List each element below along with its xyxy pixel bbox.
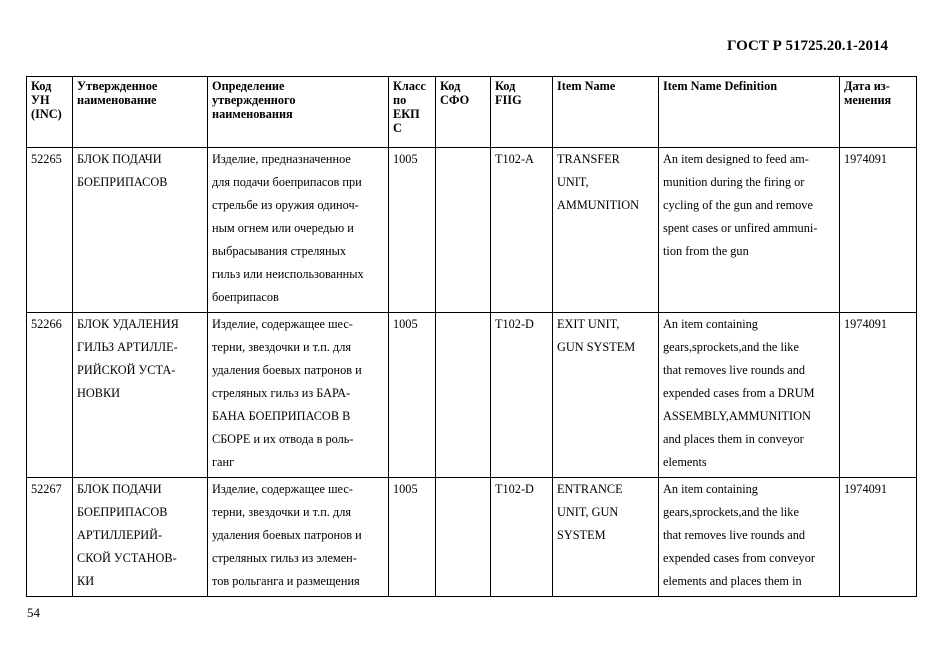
header-change-date xyxy=(840,77,917,148)
header-name-definition xyxy=(208,77,389,148)
table-row xyxy=(27,313,917,478)
cell-line: TRANSFER xyxy=(557,152,620,166)
header-line: Item Name xyxy=(557,79,616,93)
header-line: УН xyxy=(31,93,50,107)
cell-line: elements and places them in xyxy=(663,574,802,588)
header-line: наименования xyxy=(212,107,293,121)
cell-line: gears,sprockets,and the like xyxy=(663,505,799,519)
header-code-inc xyxy=(27,77,73,148)
table-header-row xyxy=(27,77,917,148)
cell-line: UNIT, xyxy=(557,175,589,189)
cell-fiig: T102-D xyxy=(491,478,553,597)
cell-line: тов рольганга и размещения xyxy=(212,574,360,588)
header-line: Код xyxy=(31,79,52,93)
cell-class: 1005 xyxy=(389,148,436,313)
header-line: Класс xyxy=(393,79,426,93)
cell-sfo xyxy=(436,478,491,597)
item-registry-table xyxy=(26,76,917,597)
cell-line: ASSEMBLY,AMMUNITION xyxy=(663,409,811,423)
cell-line: EXIT UNIT, xyxy=(557,317,620,331)
header-line: (INC) xyxy=(31,107,62,121)
cell-line: БЛОК ПОДАЧИ xyxy=(77,482,162,496)
cell-class: 1005 xyxy=(389,478,436,597)
cell-change-date: 1974091 xyxy=(840,478,917,597)
header-line: Дата из- xyxy=(844,79,890,93)
header-approved-name xyxy=(73,77,208,148)
document-code: ГОСТ Р 51725.20.1-2014 xyxy=(726,38,888,54)
header-line: Определение xyxy=(212,79,285,93)
cell-line: боеприпасов xyxy=(212,290,279,304)
cell-line: выбрасывания стреляных xyxy=(212,244,347,258)
header-code-sfo xyxy=(436,77,491,148)
header-code-fiig xyxy=(491,77,553,148)
cell-line: and places them in conveyor xyxy=(663,432,804,446)
header-line: Код xyxy=(440,79,461,93)
cell-sfo xyxy=(436,148,491,313)
cell-line: expended cases from a DRUM xyxy=(663,386,815,400)
cell-line: СКОЙ УСТАНОВ- xyxy=(77,551,177,565)
cell-line: ГИЛЬЗ АРТИЛЛЕ- xyxy=(77,340,178,354)
cell-line: терни, звездочки и т.п. для xyxy=(212,340,351,354)
header-line: Код xyxy=(495,79,516,93)
cell-line: GUN SYSTEM xyxy=(557,340,636,354)
cell-code: 52267 xyxy=(27,478,73,597)
header-line: наименование xyxy=(77,93,157,107)
cell-item-definition xyxy=(659,313,840,478)
header-line: утвержденного xyxy=(212,93,296,107)
cell-name-definition xyxy=(208,478,389,597)
cell-line: gears,sprockets,and the like xyxy=(663,340,799,354)
cell-line: стреляных гильз из БАРА- xyxy=(212,386,351,400)
cell-line: стреляных гильз из элемен- xyxy=(212,551,357,565)
cell-name-definition xyxy=(208,148,389,313)
cell-line: munition during the firing or xyxy=(663,175,805,189)
cell-code: 52266 xyxy=(27,313,73,478)
cell-item-definition xyxy=(659,148,840,313)
cell-line: An item containing xyxy=(663,482,758,496)
cell-item-definition xyxy=(659,478,840,597)
table-row xyxy=(27,478,917,597)
cell-line: that removes live rounds and xyxy=(663,363,806,377)
cell-line: An item containing xyxy=(663,317,758,331)
cell-item-name xyxy=(553,313,659,478)
cell-line: ным огнем или очередью и xyxy=(212,221,354,235)
cell-line: РИЙСКОЙ УСТА- xyxy=(77,363,176,377)
cell-line: Изделие, предназначенное xyxy=(212,152,351,166)
cell-change-date: 1974091 xyxy=(840,148,917,313)
header-item-name xyxy=(553,77,659,148)
cell-line: СБОРЕ и их отвода в роль- xyxy=(212,432,354,446)
cell-line: SYSTEM xyxy=(557,528,606,542)
cell-line: AMMUNITION xyxy=(557,198,639,212)
header-line: менения xyxy=(844,93,892,107)
cell-line: НОВКИ xyxy=(77,386,121,400)
cell-line: гильз или неиспользованных xyxy=(212,267,364,281)
cell-line: БЛОК ПОДАЧИ xyxy=(77,152,162,166)
cell-name-definition xyxy=(208,313,389,478)
cell-fiig: T102-D xyxy=(491,313,553,478)
header-item-name-definition xyxy=(659,77,840,148)
header-line: Утвержденное xyxy=(77,79,158,93)
cell-line: tion from the gun xyxy=(663,244,749,258)
cell-code: 52265 xyxy=(27,148,73,313)
header-line: ЕКП xyxy=(393,107,420,121)
cell-item-name xyxy=(553,478,659,597)
cell-line: ENTRANCE xyxy=(557,482,623,496)
cell-line: cycling of the gun and remove xyxy=(663,198,813,212)
header-line: FIIG xyxy=(495,93,522,107)
cell-sfo xyxy=(436,313,491,478)
header-line: С xyxy=(393,121,402,135)
cell-line: БОЕПРИПАСОВ xyxy=(77,175,168,189)
cell-line: удаления боевых патронов и xyxy=(212,528,362,542)
cell-line: БАНА БОЕПРИПАСОВ В xyxy=(212,409,351,423)
table-row xyxy=(27,148,917,313)
cell-line: ганг xyxy=(212,455,235,469)
cell-line: that removes live rounds and xyxy=(663,528,806,542)
cell-line: UNIT, GUN xyxy=(557,505,619,519)
cell-line: Изделие, содержащее шес- xyxy=(212,317,353,331)
cell-line: удаления боевых патронов и xyxy=(212,363,362,377)
cell-class: 1005 xyxy=(389,313,436,478)
header-line: по xyxy=(393,93,407,107)
cell-line: терни, звездочки и т.п. для xyxy=(212,505,351,519)
cell-line: АРТИЛЛЕРИЙ- xyxy=(77,528,163,542)
cell-line: spent cases or unfired ammuni- xyxy=(663,221,818,235)
cell-fiig: T102-A xyxy=(491,148,553,313)
cell-line: БЛОК УДАЛЕНИЯ xyxy=(77,317,179,331)
cell-line: Изделие, содержащее шес- xyxy=(212,482,353,496)
cell-line: БОЕПРИПАСОВ xyxy=(77,505,168,519)
cell-line: стрельбе из оружия одиноч- xyxy=(212,198,359,212)
cell-item-name xyxy=(553,148,659,313)
cell-approved-name xyxy=(73,148,208,313)
header-class-ekps xyxy=(389,77,436,148)
header-line: СФО xyxy=(440,93,470,107)
cell-approved-name xyxy=(73,478,208,597)
cell-line: КИ xyxy=(77,574,95,588)
cell-change-date: 1974091 xyxy=(840,313,917,478)
cell-line: для подачи боеприпасов при xyxy=(212,175,362,189)
cell-line: An item designed to feed am- xyxy=(663,152,809,166)
page-number: 54 xyxy=(27,605,40,620)
cell-approved-name xyxy=(73,313,208,478)
cell-line: expended cases from conveyor xyxy=(663,551,815,565)
cell-line: elements xyxy=(663,455,707,469)
header-line: Item Name Definition xyxy=(663,79,778,93)
